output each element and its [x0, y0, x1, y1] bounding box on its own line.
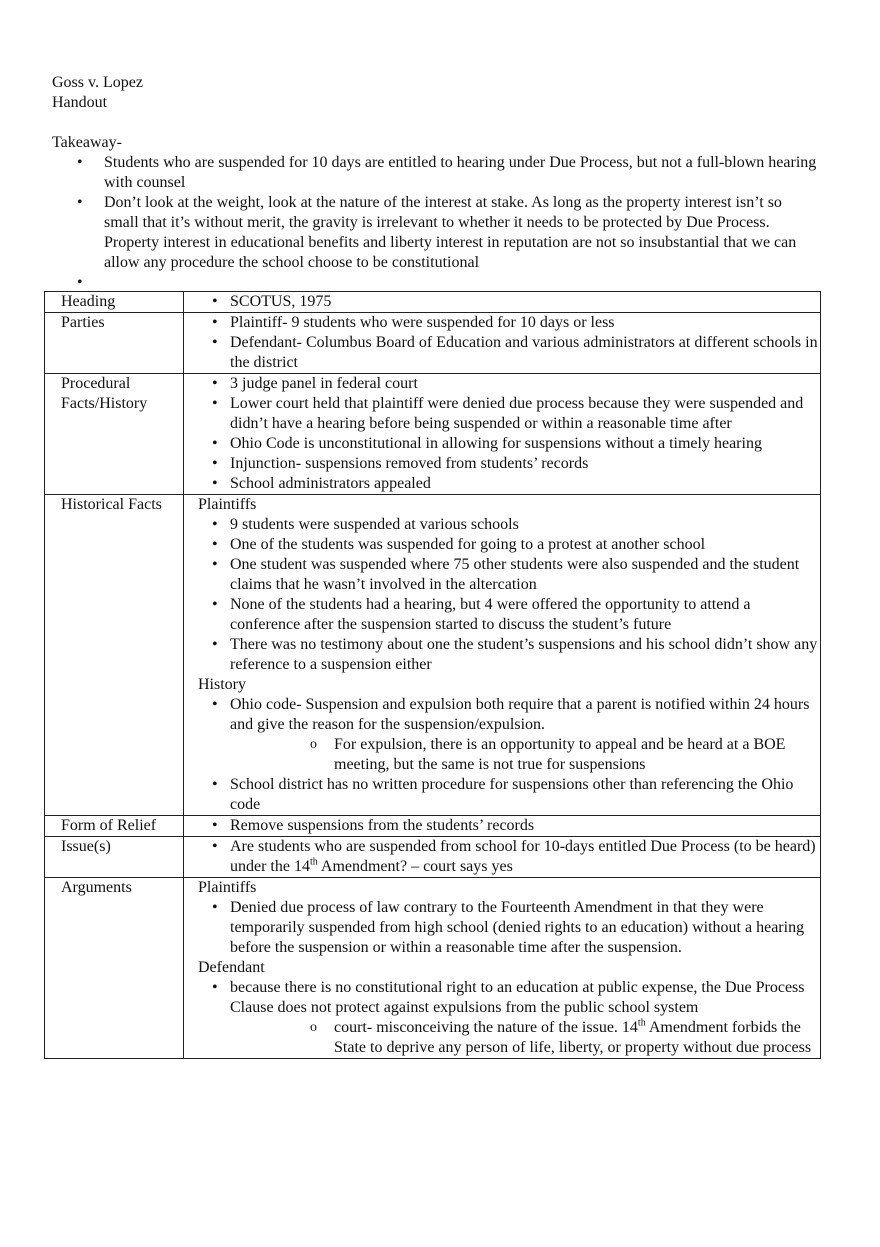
row-content: [184, 495, 821, 816]
takeaway-label: Takeaway-: [52, 134, 122, 151]
list-item: • There was no testimony about one the student’s suspensions and his school didn’t show any reference to a suspension either: [198, 635, 820, 675]
row-label: Form of Relief: [45, 816, 184, 837]
list-item: • Injunction- suspensions removed from students’ records: [198, 454, 820, 474]
list-item: • Ohio Code is unconstitutional in allowing for suspensions without a timely hearing: [198, 434, 820, 454]
document-header: [52, 73, 143, 113]
list-item: • School administrators appealed: [198, 474, 820, 494]
document-subtitle: Handout: [52, 94, 108, 111]
list-item: • School district has no written procedure for suspensions other than referencing the Ohio code: [198, 775, 820, 815]
row-issues: [45, 837, 821, 878]
ordinal-suffix: th: [309, 856, 318, 868]
list-item: • 3 judge panel in federal court: [198, 374, 820, 394]
list-item-text: because there is no constitutional right to an education at public expense, the Due Process Clause does not protect against expulsions from the public school system: [230, 979, 805, 1016]
ordinal-suffix: th: [637, 1017, 646, 1029]
row-content: [184, 837, 821, 878]
row-arguments: [45, 878, 821, 1059]
subheading-plaintiffs: Plaintiffs: [198, 496, 257, 513]
issue-text-end: Amendment? – court says yes: [317, 858, 513, 875]
sub-list-item: o For expulsion, there is an opportunity to appeal and be heard at a BOE meeting, but the same is not true for suspensions: [230, 735, 820, 775]
issue-text-start: Are students who are suspended from school for 10-days entitled Due Process (to be heard) under the 14: [230, 838, 816, 875]
row-label: Procedural Facts/History: [45, 374, 184, 495]
case-title: Goss v. Lopez: [52, 74, 143, 91]
row-label: Heading: [45, 292, 184, 313]
sub-item-text-start: court- misconceiving the nature of the issue. 14: [334, 1019, 638, 1036]
row-heading: [45, 292, 821, 313]
case-brief-table: [44, 291, 821, 1059]
list-item: • Plaintiff- 9 students who were suspended for 10 days or less: [198, 313, 820, 333]
row-label: Issue(s): [45, 837, 184, 878]
subheading-plaintiffs: Plaintiffs: [198, 879, 257, 896]
row-content: [184, 878, 821, 1059]
row-label: Parties: [45, 313, 184, 374]
row-parties: [45, 313, 821, 374]
list-item-text: Ohio code- Suspension and expulsion both require that a parent is notified within 24 hours and give the reason for the suspension/expulsion.: [230, 696, 810, 733]
row-label: Arguments: [45, 878, 184, 1059]
row-content: [184, 816, 821, 837]
list-item: • 9 students were suspended at various schools: [198, 515, 820, 535]
row-relief: [45, 816, 821, 837]
row-content: [184, 292, 821, 313]
list-item: • SCOTUS, 1975: [198, 292, 820, 312]
row-label: Historical Facts: [45, 495, 184, 816]
list-item: • Remove suspensions from the students’ records: [198, 816, 820, 836]
takeaway-item: • Don’t look at the weight, look at the nature of the interest at stake. As long as the property interest isn’t so small that it’s without merit, the gravity is irrelevant to whether it needs to be protected by Due Process. Property interest in educational benefits and liberty interest in reputation are not so insubstantial that we can allow any procedure the school choose to be constitutional: [0, 193, 820, 273]
takeaway-list: [0, 153, 820, 293]
subheading-history: History: [198, 676, 246, 693]
row-procedural: [45, 374, 821, 495]
list-item: [198, 837, 820, 877]
list-item: • Lower court held that plaintiff were denied due process because they were suspended and didn’t have a hearing before being suspended or within a reasonable time after: [198, 394, 820, 434]
row-content: [184, 313, 821, 374]
list-item: • One of the students was suspended for going to a protest at another school: [198, 535, 820, 555]
row-content: [184, 374, 821, 495]
list-item: [198, 978, 820, 1058]
takeaway-item-empty: [0, 273, 820, 293]
list-item: • None of the students had a hearing, but 4 were offered the opportunity to attend a conference after the suspension started to discuss the student’s future: [198, 595, 820, 635]
sub-item-text-end: Amendment forbids the State to deprive any person of life, liberty, or property without due process: [334, 1019, 812, 1056]
takeaway-item: • Students who are suspended for 10 days are entitled to hearing under Due Process, but not a full-blown hearing with counsel: [0, 153, 820, 193]
list-item: [198, 695, 820, 775]
sub-list-item: [230, 1018, 820, 1058]
subheading-defendant: Defendant: [198, 959, 265, 976]
list-item: • One student was suspended where 75 other students were also suspended and the student claims that he wasn’t involved in the altercation: [198, 555, 820, 595]
row-historical: [45, 495, 821, 816]
list-item: • Defendant- Columbus Board of Education and various administrators at different schools in the district: [198, 333, 820, 373]
list-item: • Denied due process of law contrary to the Fourteenth Amendment in that they were temporarily suspended from high school (denied rights to an education) without a hearing before the suspension or within a reasonable time after the suspension.: [198, 898, 820, 958]
